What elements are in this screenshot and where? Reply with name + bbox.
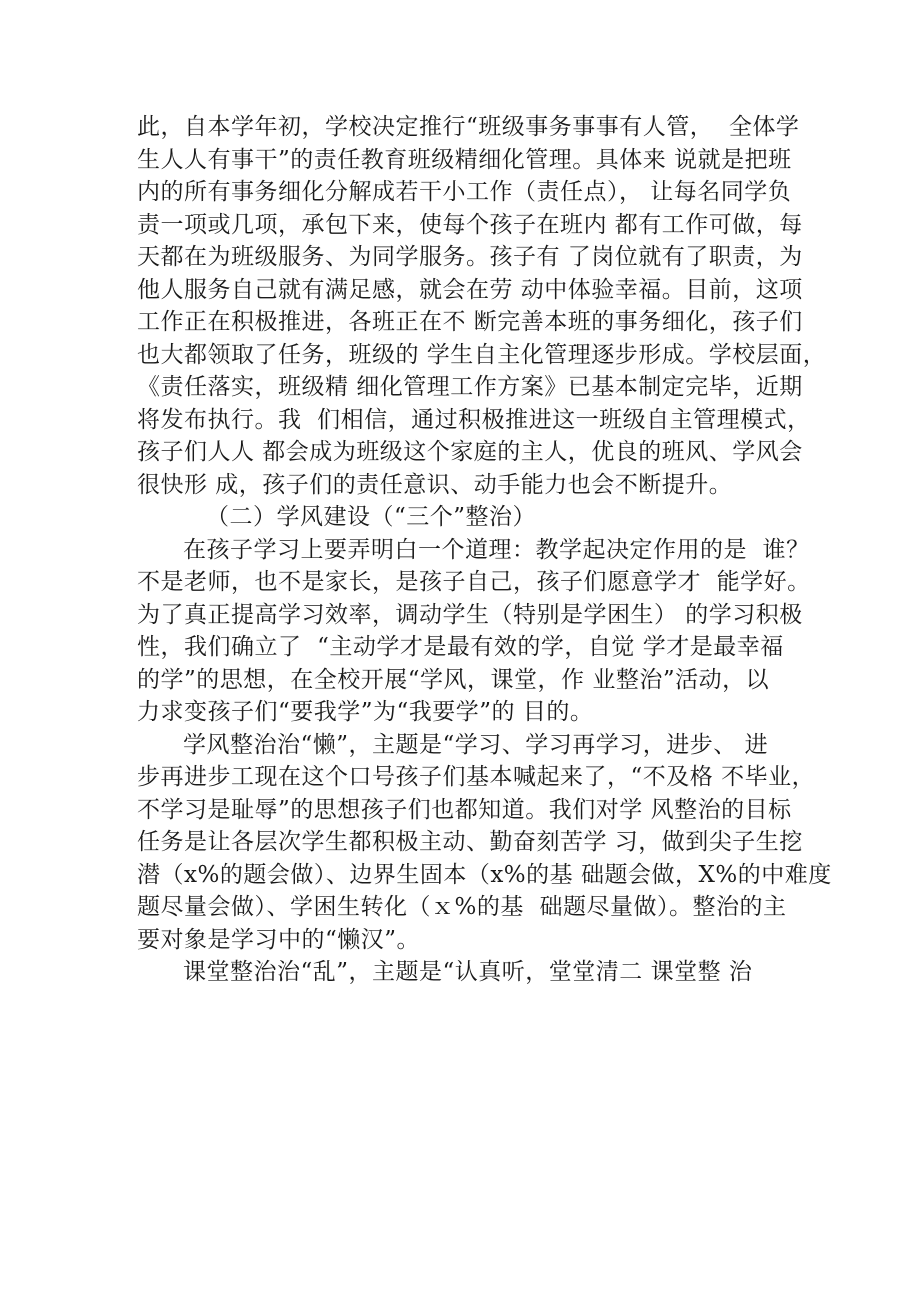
- text-line: 将发布执行。我 们相信，通过积极推进这一班级自主管理模式，: [137, 406, 811, 433]
- text-line: 步再进步工现在这个口号孩子们基本喊起来了，“不及格 不毕业，: [137, 764, 816, 790]
- text-line: 天都在为班级服务、为同学服务。孩子有 了岗位就有了职责，为: [137, 244, 803, 270]
- text-line: 要对象是学习中的“懒汉”。: [137, 926, 421, 953]
- document-body: [137, 111, 832, 989]
- text-line: 为了真正提高学习效率，调动学生（特别是学困生） 的学习积极: [137, 601, 803, 628]
- text-line: 潜（x%的题会做）、边界生固本（x%的基 础题会做，X%的中难度: [137, 861, 832, 888]
- text-line: 课堂整治治“乱”，主题是“认真听，堂堂清二 课堂整 治: [183, 959, 753, 985]
- text-line: 生人人有事干”的责任教育班级精细化管理。具体来 说就是把班: [137, 146, 792, 173]
- text-line: 学风整治治“懒”，主题是“学习、学习再学习，进步、 进: [183, 731, 769, 758]
- text-line: 在孩子学习上要弄明白一个道理：教学起决定作用的是 谁？: [183, 536, 810, 563]
- text-line: 性，我们确立了 “主动学才是最有效的学，自觉 学才是最幸福: [137, 634, 784, 660]
- text-line: 责一项或几项，承包下来，使每个孩子在班内 都有工作可做，每: [137, 211, 803, 238]
- text-line: 内的所有事务细化分解成若干小工作（责任点）， 让每名同学负: [137, 179, 792, 205]
- section-heading: （二）学风建设（“三个”整治）: [206, 504, 537, 530]
- text-line: 任务是让各层次学生都积极主动、勤奋刻苦学 习，做到尖子生挖: [137, 829, 803, 855]
- text-line: 不是老师，也不是家长，是孩子自己，孩子们愿意学才 能学好。: [137, 569, 811, 595]
- text-line: 题尽量会做）、学困生转化（ｘ%的基 础题尽量做）。整治的主: [137, 894, 787, 920]
- text-line: 也大都领取了任务，班级的 学生自主化管理逐步形成。学校层面，: [137, 341, 827, 368]
- text-line: 的学”的思想，在全校开展“学风，课堂，作 业整治”活动，以: [137, 666, 770, 693]
- text-line: 不学习是耻辱”的思想孩子们也都知道。我们对学 风整治的目标: [137, 796, 792, 823]
- text-line: 力求变孩子们“要我学”为“我要学”的 目的。: [137, 699, 594, 725]
- text-line: 《责任落实，班级精 细化管理工作方案》已基本制定完毕，近期: [137, 374, 803, 400]
- text-line: 工作正在积极推进，各班正在不 断完善本班的事务细化，孩子们: [137, 309, 803, 335]
- text-line: 他人服务自己就有满足感，就会在劳 动中体验幸福。目前，这项: [137, 276, 803, 303]
- text-line: 很快形 成，孩子们的责任意识、动手能力也会不断提升。: [137, 471, 733, 498]
- text-line: 此，自本学年初，学校决定推行“班级事务事事有人管， 全体学: [137, 114, 800, 140]
- text-line: 孩子们人人 都会成为班级这个家庭的主人，优良的班风、学风会: [137, 439, 803, 465]
